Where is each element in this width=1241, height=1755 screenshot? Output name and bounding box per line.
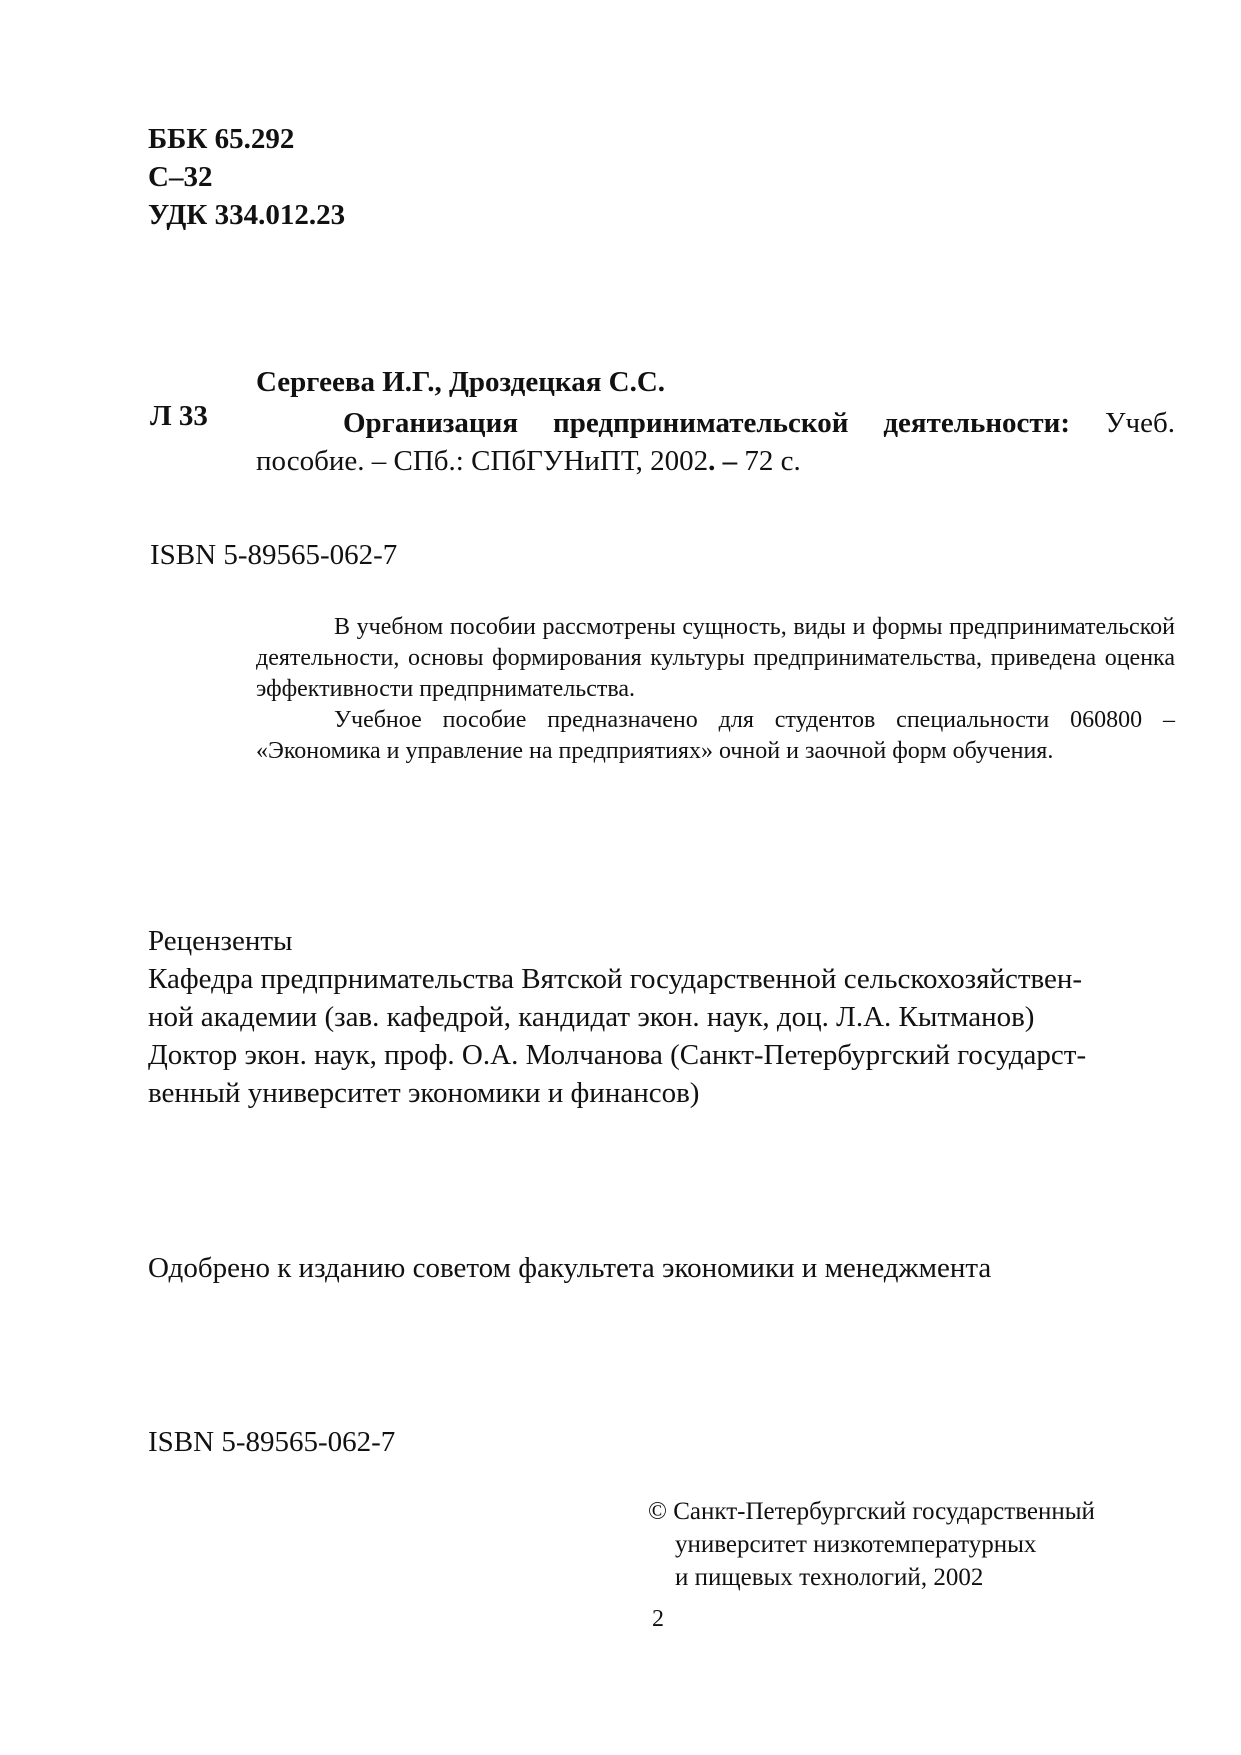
page-number: 2 — [652, 1606, 664, 1632]
classification-block — [148, 120, 345, 234]
bibliographic-description — [256, 404, 1175, 480]
copyright-line: © Санкт-Петербургский государственный — [648, 1498, 1095, 1525]
reviewers-heading: Рецензенты — [148, 925, 293, 957]
reviewer-line: ной академии (зав. кафедрой, кандидат экон. наук, доц. Л.А. Кытманов) — [148, 1001, 1035, 1033]
approval-note: Одобрено к изданию советом факультета экономики и менеджмента — [148, 1252, 992, 1284]
separator: . – — [708, 445, 745, 477]
author-code: Л 33 — [150, 400, 208, 432]
copyright-line: университет низкотемпературных — [675, 1531, 1037, 1558]
annotation — [256, 612, 1175, 767]
isbn-top: ISBN 5-89565-062-7 — [150, 539, 398, 571]
copyright-line: и пищевых технологий, 2002 — [675, 1564, 984, 1591]
udk-code: УДК 334.012.23 — [148, 199, 346, 231]
bbk-code: ББК 65.292 — [148, 123, 295, 155]
page-count: 72 с. — [744, 445, 801, 477]
cutter-code: С–32 — [148, 161, 213, 193]
annotation-paragraph-2: Учебное пособие предназначено для студентов специальности 060800 – «Экономика и управление на предприятиях» очной и заочной форм обучения. — [256, 707, 1175, 764]
annotation-paragraph-1: В учебном пособии рассмотрены сущность, виды и формы предпринимательской деятельности, основы формирования культуры предпринимательства, приведена оценка эффективности предпрнимательства. — [256, 614, 1175, 702]
publication-info: Учеб. пособие. – СПб.: СПбГУНиПТ, 2002 — [256, 407, 1175, 477]
authors: Сергеева И.Г., Дроздецкая С.С. — [256, 366, 666, 398]
reviewer-line: Доктор экон. наук, проф. О.А. Молчанова (Санкт-Петербургский государст- — [148, 1039, 1087, 1071]
reviewer-line: Кафедра предпрнимательства Вятской государственной сельскохозяйствен- — [148, 963, 1083, 995]
copyright-block — [648, 1495, 1095, 1594]
isbn-bottom: ISBN 5-89565-062-7 — [148, 1426, 396, 1458]
book-title: Организация предпринимательской деятельности: — [343, 407, 1071, 439]
reviewer-line: венный университет экономики и финансов) — [148, 1077, 700, 1109]
reviewers-block — [148, 922, 1175, 1112]
